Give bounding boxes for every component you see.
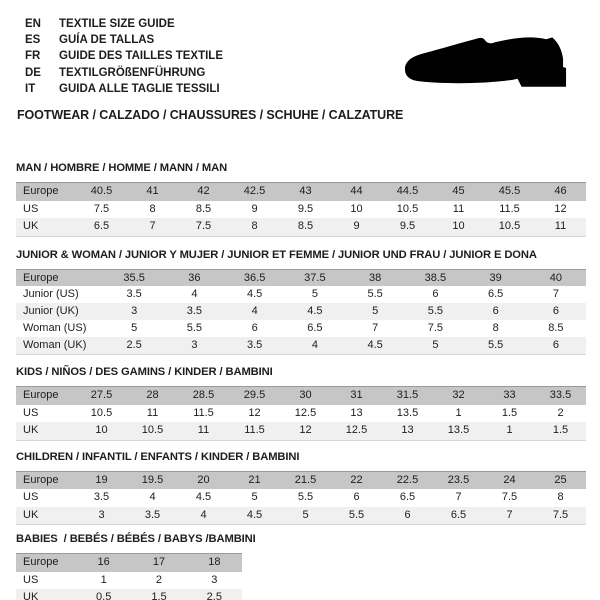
language-code: IT <box>25 82 36 95</box>
table-header-row <box>16 269 586 286</box>
size-value-cell: 31 <box>350 389 363 402</box>
size-value-cell: 4 <box>311 339 318 352</box>
size-value-cell: 10 <box>95 424 108 437</box>
size-value-cell: 6 <box>404 508 411 521</box>
size-value-cell: 2 <box>557 406 564 419</box>
size-value-cell: 25 <box>554 473 567 486</box>
size-value-cell: 45.5 <box>498 185 521 198</box>
size-value-cell: 9 <box>251 202 258 215</box>
size-value-cell: 45 <box>452 185 465 198</box>
language-title: GUIDA ALLE TAGLIE TESSILI <box>59 82 220 95</box>
size-value-cell: 12.5 <box>294 406 317 419</box>
size-value-cell: 28 <box>146 389 159 402</box>
size-value-cell: 44 <box>350 185 363 198</box>
section-title: JUNIOR & WOMAN / JUNIOR Y MUJER / JUNIOR ET FEMME / JUNIOR UND FRAU / JUNIOR E DONA <box>16 248 537 261</box>
size-value-cell: 4.5 <box>246 508 263 521</box>
table-header-row <box>16 183 586 201</box>
size-value-cell: 38 <box>369 271 382 284</box>
size-value-cell: 36.5 <box>243 271 266 284</box>
size-value-cell: 6.5 <box>93 220 110 233</box>
size-value-cell: 5.5 <box>348 508 365 521</box>
size-value-cell: 43 <box>299 185 312 198</box>
size-value-cell: 7.5 <box>552 508 569 521</box>
size-value-cell: 28.5 <box>192 389 215 402</box>
size-value-cell: 12 <box>299 424 312 437</box>
language-title: GUÍA DE TALLAS <box>59 34 155 47</box>
size-table <box>16 553 242 600</box>
size-value-cell: 33.5 <box>549 389 572 402</box>
size-table <box>16 182 586 237</box>
table-row <box>16 589 242 600</box>
size-value-cell: 11.5 <box>193 406 214 419</box>
row-label-cell: Europe <box>23 556 59 569</box>
size-value-cell: 5.5 <box>297 491 314 504</box>
section-title: KIDS / NIÑOS / DES GAMINS / KINDER / BAMBINI <box>16 366 273 379</box>
size-value-cell: 5 <box>302 508 309 521</box>
size-value-cell: 9.5 <box>399 220 416 233</box>
row-label-cell: UK <box>23 424 39 437</box>
size-value-cell: 44.5 <box>396 185 419 198</box>
row-label-cell: Europe <box>23 185 59 198</box>
size-value-cell: 4.5 <box>367 339 383 352</box>
size-value-cell: 39 <box>489 271 502 284</box>
size-value-cell: 4 <box>200 508 207 521</box>
size-value-cell: 8 <box>149 202 156 215</box>
size-value-cell: 9.5 <box>297 202 314 215</box>
table-row <box>16 572 242 590</box>
size-value-cell: 6.5 <box>399 491 416 504</box>
size-value-cell: 5 <box>372 305 379 318</box>
size-value-cell: 5 <box>432 339 439 352</box>
size-value-cell: 30 <box>299 389 312 402</box>
size-value-cell: 12.5 <box>345 424 368 437</box>
row-label-cell: Europe <box>23 271 59 284</box>
size-value-cell: 3 <box>131 305 138 318</box>
language-title: GUIDE DES TAILLES TEXTILE <box>59 50 223 63</box>
size-value-cell: 42 <box>197 185 210 198</box>
size-value-cell: 3.5 <box>93 491 110 504</box>
size-value-cell: 10.5 <box>90 406 113 419</box>
language-line-en <box>16 16 588 32</box>
size-value-cell: 0.5 <box>96 591 112 600</box>
size-value-cell: 6.5 <box>487 288 504 301</box>
size-value-cell: 1 <box>506 424 513 437</box>
size-value-cell: 37.5 <box>304 271 326 284</box>
row-label-cell: UK <box>23 508 39 521</box>
size-value-cell: 41 <box>146 185 159 198</box>
size-value-cell: 7 <box>455 491 462 504</box>
size-value-cell: 6.5 <box>450 508 467 521</box>
section-title: BABIES / BEBÉS / BÉBÉS / BABYS /BAMBINI <box>16 533 256 546</box>
size-value-cell: 4 <box>251 305 258 318</box>
size-value-cell: 7 <box>506 508 513 521</box>
row-label-cell: Europe <box>23 389 59 402</box>
size-value-cell: 7.5 <box>93 202 110 215</box>
size-value-cell: 18 <box>208 556 221 569</box>
size-value-cell: 10 <box>350 202 363 215</box>
language-code: ES <box>25 34 41 47</box>
size-table <box>16 471 586 526</box>
size-value-cell: 31.5 <box>396 389 419 402</box>
size-value-cell: 1.5 <box>151 591 167 600</box>
table-row <box>16 507 586 525</box>
size-table-section <box>16 533 588 600</box>
size-value-cell: 6 <box>353 491 360 504</box>
size-value-cell: 3.5 <box>246 339 263 352</box>
table-row <box>16 337 586 354</box>
size-value-cell: 11.5 <box>244 424 265 437</box>
size-value-cell: 1.5 <box>552 424 569 437</box>
size-value-cell: 13 <box>350 406 363 419</box>
size-value-cell: 11 <box>146 406 159 419</box>
section-title: MAN / HOMBRE / HOMME / MANN / MAN <box>16 162 228 175</box>
size-value-cell: 7 <box>552 288 559 301</box>
table-row <box>16 489 586 507</box>
size-value-cell: 22 <box>350 473 363 486</box>
table-row <box>16 218 586 236</box>
size-value-cell: 9 <box>353 220 360 233</box>
size-value-cell: 16 <box>97 556 110 569</box>
size-value-cell: 7.5 <box>501 491 518 504</box>
size-value-cell: 40 <box>549 271 562 284</box>
size-value-cell: 8 <box>557 491 564 504</box>
size-value-cell: 23.5 <box>447 473 470 486</box>
size-value-cell: 3 <box>191 339 198 352</box>
row-label-cell: Junior (UK) <box>23 305 79 318</box>
size-table <box>16 269 586 356</box>
size-value-cell: 17 <box>152 556 166 569</box>
size-value-cell: 1.5 <box>501 406 518 419</box>
size-value-cell: 5.5 <box>487 339 504 352</box>
size-value-cell: 12 <box>248 406 261 419</box>
size-value-cell: 5.5 <box>186 322 203 335</box>
size-value-cell: 2.5 <box>206 591 222 600</box>
size-value-cell: 6 <box>492 305 499 318</box>
table-row <box>16 201 586 219</box>
size-value-cell: 11.5 <box>499 202 520 215</box>
size-value-cell: 6.5 <box>307 322 323 335</box>
row-label-cell: UK <box>23 220 39 233</box>
dress-shoe-icon <box>402 36 570 92</box>
table-header-row <box>16 554 242 572</box>
size-value-cell: 10.5 <box>141 424 164 437</box>
size-value-cell: 42.5 <box>243 185 266 198</box>
table-header-row <box>16 471 586 489</box>
size-table-section <box>16 451 588 526</box>
size-value-cell: 1 <box>100 573 107 586</box>
size-value-cell: 6 <box>251 322 258 335</box>
size-value-cell: 8.5 <box>548 322 564 335</box>
size-value-cell: 11 <box>452 202 465 215</box>
size-value-cell: 4 <box>191 288 198 301</box>
size-value-cell: 2.5 <box>126 339 142 352</box>
size-value-cell: 4 <box>149 491 156 504</box>
size-table <box>16 386 586 441</box>
size-value-cell: 36 <box>188 271 201 284</box>
size-value-cell: 11 <box>197 424 210 437</box>
size-value-cell: 8 <box>492 322 499 335</box>
size-value-cell: 8 <box>251 220 258 233</box>
size-table-section <box>16 249 588 356</box>
size-value-cell: 3.5 <box>144 508 161 521</box>
size-value-cell: 20 <box>197 473 210 486</box>
size-tables-area <box>16 162 588 600</box>
size-value-cell: 5 <box>311 288 318 301</box>
row-label-cell: Europe <box>23 473 59 486</box>
size-table-section <box>16 162 588 237</box>
row-label-cell: Woman (UK) <box>23 339 87 352</box>
size-value-cell: 19.5 <box>141 473 164 486</box>
table-row <box>16 422 586 440</box>
size-value-cell: 10.5 <box>396 202 419 215</box>
row-label-cell: US <box>23 406 39 419</box>
size-value-cell: 40.5 <box>90 185 113 198</box>
size-value-cell: 4.5 <box>307 305 323 318</box>
size-value-cell: 21 <box>248 473 261 486</box>
table-row <box>16 303 586 320</box>
table-row <box>16 320 586 337</box>
table-row <box>16 405 586 423</box>
size-value-cell: 5.5 <box>427 305 444 318</box>
size-value-cell: 5.5 <box>367 288 383 301</box>
size-value-cell: 13.5 <box>396 406 419 419</box>
language-title: TEXTILGRÖßENFÜHRUNG <box>59 66 206 79</box>
size-value-cell: 3 <box>211 573 218 586</box>
size-value-cell: 10 <box>452 220 465 233</box>
size-value-cell: 7.5 <box>195 220 212 233</box>
language-code: DE <box>25 66 41 79</box>
language-code: EN <box>25 18 41 30</box>
size-value-cell: 10.5 <box>498 220 521 233</box>
size-value-cell: 1 <box>455 406 462 419</box>
row-label-cell: Woman (US) <box>23 322 87 335</box>
size-value-cell: 3.5 <box>186 305 203 318</box>
section-title: CHILDREN / INFANTIL / ENFANTS / KINDER / BAMBINI <box>16 450 300 463</box>
size-value-cell: 3.5 <box>126 288 142 301</box>
table-header-row <box>16 387 586 405</box>
size-value-cell: 7 <box>372 322 379 335</box>
size-value-cell: 27.5 <box>90 389 113 402</box>
size-value-cell: 7 <box>149 220 156 233</box>
size-value-cell: 8.5 <box>195 202 212 215</box>
category-heading: FOOTWEAR / CALZADO / CHAUSSURES / SCHUHE / CALZATURE <box>17 108 404 123</box>
row-label-cell: US <box>23 573 39 586</box>
row-label-cell: US <box>23 491 39 504</box>
size-value-cell: 4.5 <box>195 491 212 504</box>
size-value-cell: 6 <box>432 288 439 301</box>
table-row <box>16 286 586 303</box>
size-value-cell: 3 <box>98 508 105 521</box>
size-value-cell: 4.5 <box>246 288 263 301</box>
size-value-cell: 13.5 <box>447 424 470 437</box>
language-code: FR <box>25 50 41 63</box>
size-value-cell: 19 <box>95 473 108 486</box>
size-value-cell: 33 <box>503 389 516 402</box>
row-label-cell: UK <box>23 591 39 600</box>
size-value-cell: 21.5 <box>294 473 317 486</box>
size-value-cell: 8.5 <box>297 220 314 233</box>
size-table-section <box>16 366 588 441</box>
size-value-cell: 6 <box>552 339 559 352</box>
size-value-cell: 13 <box>401 424 414 437</box>
size-value-cell: 32 <box>452 389 465 402</box>
row-label-cell: Junior (US) <box>23 288 79 301</box>
size-value-cell: 22.5 <box>396 473 419 486</box>
size-value-cell: 2 <box>155 573 163 586</box>
size-value-cell: 12 <box>554 202 567 215</box>
size-value-cell: 5 <box>251 491 258 504</box>
language-title: TEXTILE SIZE GUIDE <box>59 18 175 30</box>
size-value-cell: 38.5 <box>424 271 447 284</box>
size-value-cell: 11 <box>554 220 567 233</box>
size-value-cell: 5 <box>131 322 138 335</box>
size-value-cell: 29.5 <box>243 389 266 402</box>
size-value-cell: 6 <box>552 305 559 318</box>
size-value-cell: 35.5 <box>123 271 145 284</box>
size-value-cell: 24 <box>503 473 516 486</box>
size-value-cell: 7.5 <box>427 322 444 335</box>
size-value-cell: 46 <box>554 185 567 198</box>
row-label-cell: US <box>23 202 39 215</box>
